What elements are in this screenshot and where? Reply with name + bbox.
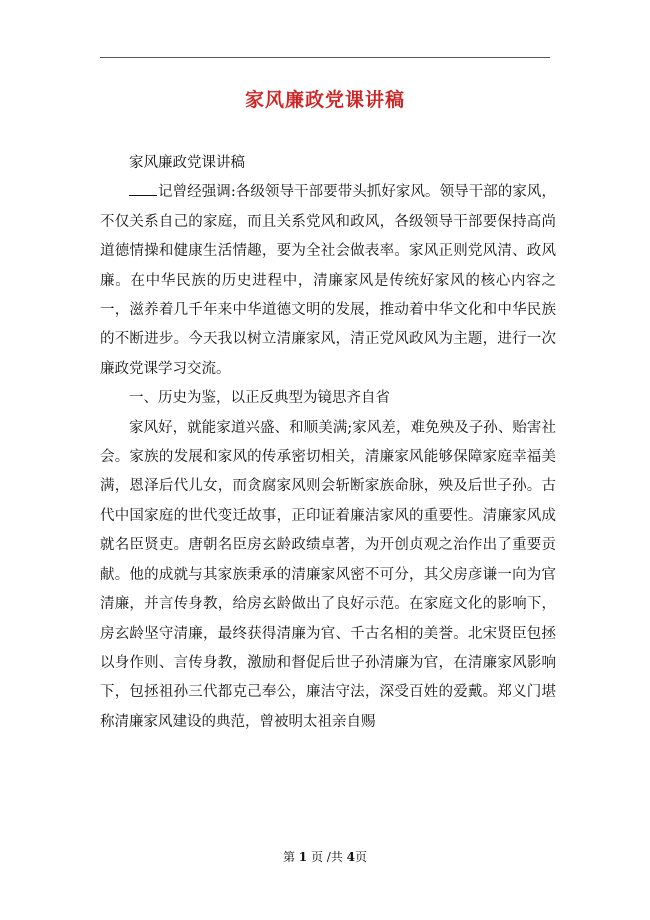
footer-suffix: 页	[355, 850, 368, 864]
subtitle-line: 家风廉政党课讲稿	[129, 155, 245, 171]
redacted-blank	[129, 181, 157, 196]
footer-prefix: 第	[282, 850, 295, 864]
page-footer	[0, 849, 650, 865]
footer-mid: 页 /共	[310, 850, 343, 864]
footer-page-number: 1	[298, 850, 308, 864]
document-title: 家风廉政党课讲稿	[244, 89, 405, 111]
paragraph-1	[100, 178, 556, 384]
section-heading-1: 一、历史为鉴，以正反典型为镜思齐自省	[129, 390, 390, 407]
header-rule	[100, 57, 550, 58]
document-body	[100, 149, 556, 737]
paragraph-1-text: 记曾经强调:各级领导干部要带头抓好家风。领导干部的家风，不仅关系自己的家庭，而且关系党风和政风，各级领导干部要保持高尚道德情操和健康生活情趣，要为全社会做表率。家风正则党风清、政风廉。在中华民族的历史进程中，清廉家风是传统好家风的核心内容之一，滋养着几千年来中华道德文明的发展，推动着中华文化和中华民族的不断进步。今天我以树立清廉家风，清正党风政风为主题，进行一次廉政党课学习交流。	[100, 184, 556, 377]
footer-total-pages: 4	[346, 850, 356, 864]
paragraph-2: 家风好，就能家道兴盛、和顺美满;家风差，难免殃及子孙、贻害社会。家族的发展和家风的传承密切相关，清廉家风能够保障家庭幸福美满，恩泽后代儿女，而贪腐家风则会斩断家族命脉，殃及后世子孙。古代中国家庭的世代变迁故事，正印证着廉洁家风的重要性。清廉家风成就名臣贤吏。唐朝名臣房玄龄政绩卓著，为开创贞观之治作出了重要贡献。他的成就与其家族秉承的清廉家风密不可分，其父房彦谦一向为官清廉，并言传身教，给房玄龄做出了良好示范。在家庭文化的影响下，房玄龄坚守清廉，最终获得清廉为官、千古名相的美誉。北宋贤臣包拯以身作则、言传身教，激励和督促后世子孙清廉为官，在清廉家风影响下，包拯祖孙三代都克己奉公，廉洁守法，深受百姓的爱戴。郑义门堪称清廉家风建设的典范，曾被明太祖亲自赐	[100, 419, 556, 730]
